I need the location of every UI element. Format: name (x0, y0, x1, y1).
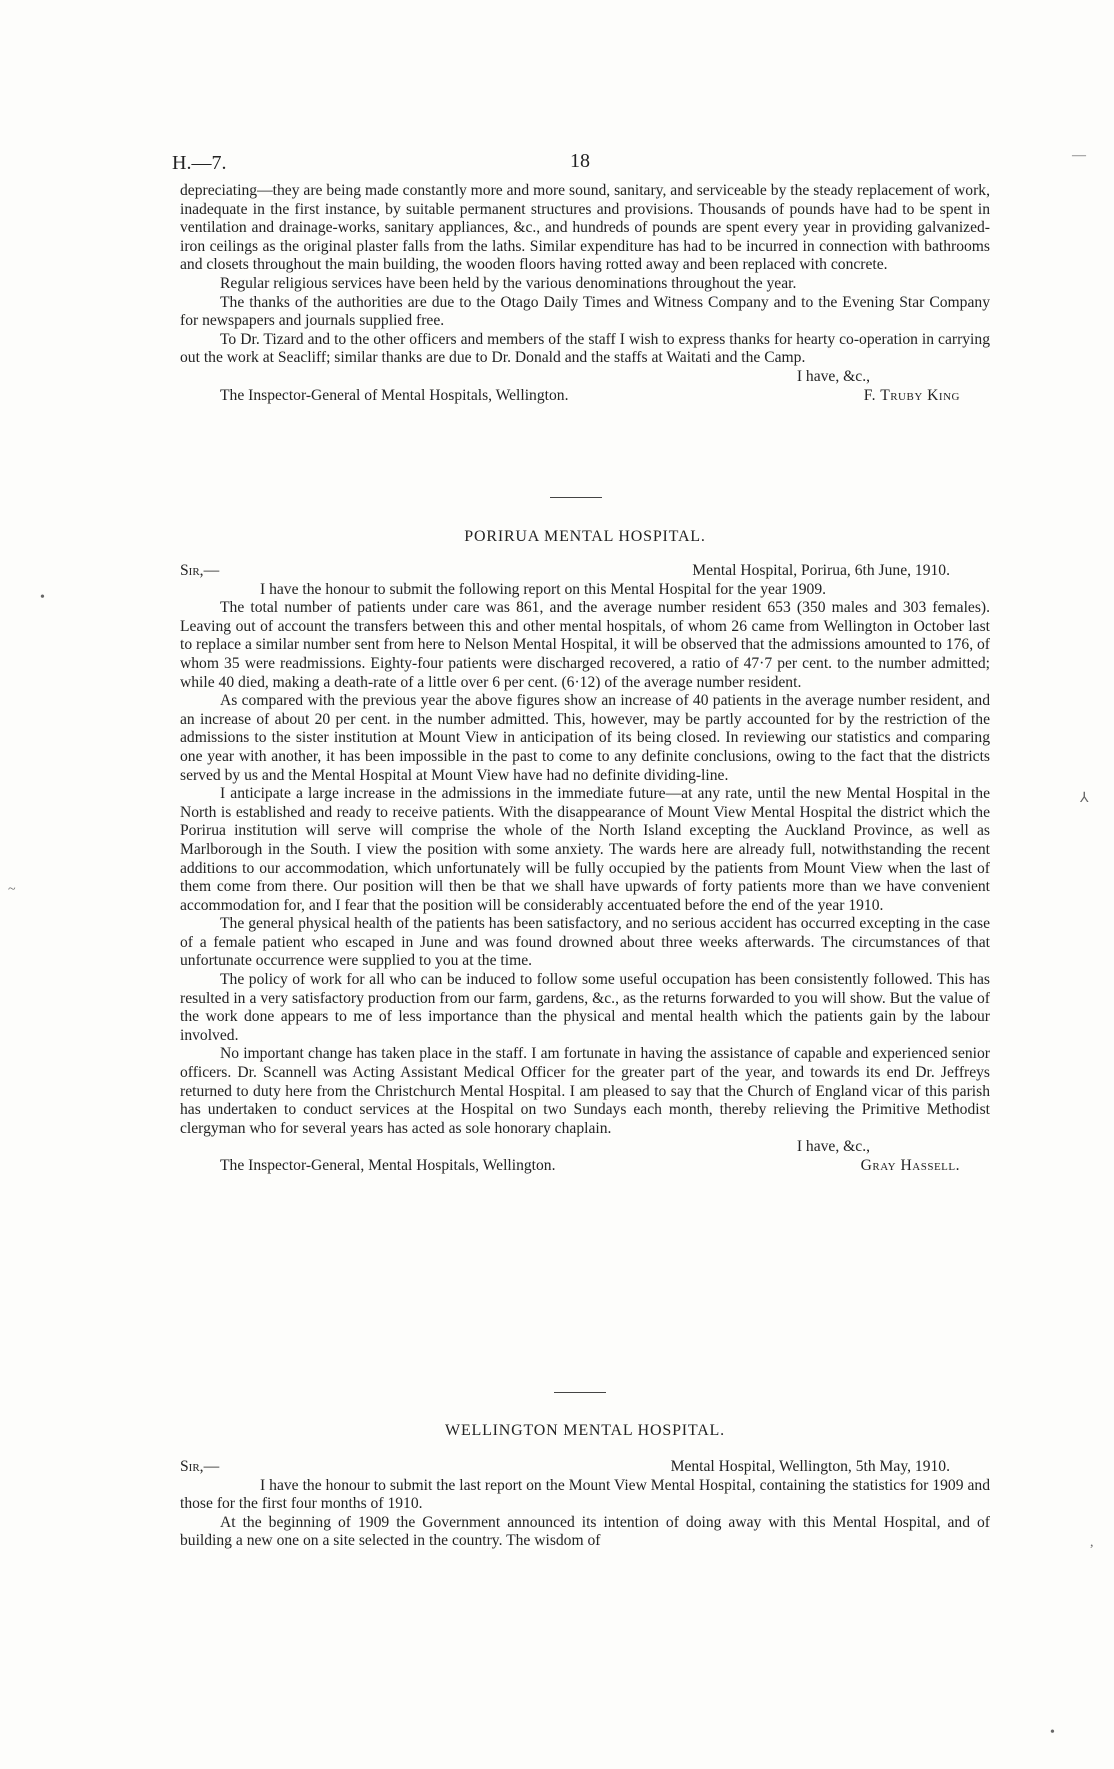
paragraph: At the beginning of 1909 the Government announced its intention of doing away with this Mental Hospital, and of building a new one on a site selected in the country. The wisdom of (180, 1513, 990, 1550)
margin-mark: — (1072, 148, 1086, 163)
paragraph: The policy of work for all who can be induced to follow some useful occupation has been consistently followed. This has resulted in a very satisfactory production from our farm, gardens, &c., as the returns forwarded to you will show. But the value of the work done appears to me of less importance than the physical and mental health which the patients gain by the labour involved. (180, 971, 990, 1044)
paragraph: I anticipate a large increase in the admissions in the immediate future—at any rate, until the new Mental Hospital in the North is established and ready to receive patients. With the disappearance of Mount View Mental Hospital the district which the Porirua institution will serve will comprise the whole of the North Island excepting the Auckland Province, as well as Marlborough in the South. I view the position with some anxiety. The wards here are already full, notwithstanding the recent additions to our accommodation, which unfortunately will be fully occupied by the patients from Mount View when the last of them come from there. Our position will then be that we shall have upwards of forty patients more than we have convenient accommodation for, and I fear that the position will be considerably accentuated before the end of the year 1910. (180, 785, 990, 914)
paragraph: The total number of patients under care was 861, and the average number resident 653 (350 males and 303 females). Leaving out of account the transfers between this and other mental hospitals, of whom 26 came from Wellington in October last to replace a similar number sent from here to Nelson Mental Hospital, it will be observed that the admissions amounted to 176, of whom 35 were readmissions. Eighty-four patients were discharged recovered, a ratio of 47·7 per cent. to the number admitted; while 40 died, making a death-rate of a little over 6 per cent. (6·12) of the average number resident. (180, 599, 990, 691)
section-divider (550, 497, 602, 498)
page-number: 18 (570, 150, 590, 172)
signature-line (180, 387, 990, 406)
closing: I have, &c., (796, 1138, 870, 1156)
dateline: Mental Hospital, Porirua, 6th June, 1910. (692, 562, 950, 579)
paragraph: depreciating—they are being made constantly more and more sound, sanitary, and serviceable by the steady replacement of work, inadequate in the first instance, by suitable permanent structures and provisions. Thousands of pounds have had to be spent in ventilation and drainage-works, sanitary appliances, &c., and hundreds of pounds are spent every year in providing galvanized-iron ceilings as the original plaster falls from the laths. Similar expenditure has had to be incurred in connection with bathrooms and closets throughout the main building, the wooden floors having rotted away and been replaced with concrete. (180, 182, 990, 274)
paragraph: No important change has taken place in the staff. I am fortunate in having the assistance of capable and experienced senior officers. Dr. Scannell was Acting Assistant Medical Officer for the greater part of the year, and towards its end Dr. Jeffreys returned to duty here from the Christchurch Mental Hospital. I am pleased to say that the Church of England vicar of this parish has undertaken to conduct services at the Hospital on two Sundays each month, thereby relieving the Primitive Methodist clergyman who for several years has acted as sole honorary chaplain. (180, 1045, 990, 1137)
margin-mark: ~ (8, 882, 16, 897)
salutation-line (180, 562, 990, 581)
wellington-section (180, 1458, 990, 1551)
margin-mark: ⅄ (1080, 791, 1089, 806)
salutation: Sir,— (180, 1458, 220, 1475)
signature: F. Truby King (863, 386, 960, 404)
porirua-section (180, 562, 990, 1176)
closing: I have, &c., (796, 367, 870, 385)
paragraph: To Dr. Tizard and to the other officers and members of the staff I wish to express thanks for hearty co-operation in carrying out the work at Seacliff; similar thanks are due to Dr. Donald and the staffs at Waitati and the Camp. (180, 330, 990, 367)
signature: Gray Hassell. (860, 1157, 960, 1174)
paragraph: I have the honour to submit the following report on this Mental Hospital for the year 1909. (260, 580, 827, 598)
document-reference: H.—7. (172, 152, 227, 174)
paragraph: Regular religious services have been held by the various denominations throughout the year. (220, 274, 797, 292)
paragraph: The general physical health of the patients has been satisfactory, and no serious accident has occurred excepting in the case of a female patient who escaped in June and was found drowned about three weeks afterwards. The circumstances of that unfortunate occurrence were supplied to you at the time. (180, 915, 990, 970)
salutation: Sir,— (180, 562, 220, 579)
margin-mark: • (1050, 1725, 1055, 1740)
section-divider (554, 1392, 606, 1393)
salutation-line (180, 1458, 990, 1477)
paragraph: As compared with the previous year the above figures show an increase of 40 patients in the average number resident, and an increase of about 20 per cent. in the number admitted. This, however, may be partly accounted for by the restriction of the admissions to the sister institution at Mount View in anticipation of its being closed. In reviewing our statistics and comparing one year with another, it has been impossible in the past to come to any definite conclusions, owing to the fact that the districts served by us and the Mental Hospital at Mount View have had no definite dividing-line. (180, 692, 990, 784)
margin-mark: , (1090, 1535, 1094, 1550)
signature-line (180, 1157, 990, 1176)
addressee: The Inspector-General, Mental Hospitals, Wellington. (220, 1157, 556, 1174)
paragraph: The thanks of the authorities are due to the Otago Daily Times and Witness Company and to the Evening Star Company for newspapers and journals supplied free. (180, 293, 990, 330)
margin-mark: • (40, 590, 45, 605)
paragraph: I have the honour to submit the last report on the Mount View Mental Hospital, containing the statistics for 1909 and those for the first four months of 1910. (180, 1476, 990, 1513)
dateline: Mental Hospital, Wellington, 5th May, 1910. (670, 1458, 950, 1475)
section-title: PORIRUA MENTAL HOSPITAL. (464, 528, 706, 545)
addressee: The Inspector-General of Mental Hospitals, Wellington. (220, 386, 569, 404)
section-title: WELLINGTON MENTAL HOSPITAL. (445, 1422, 725, 1439)
seacliff-section (180, 182, 990, 405)
